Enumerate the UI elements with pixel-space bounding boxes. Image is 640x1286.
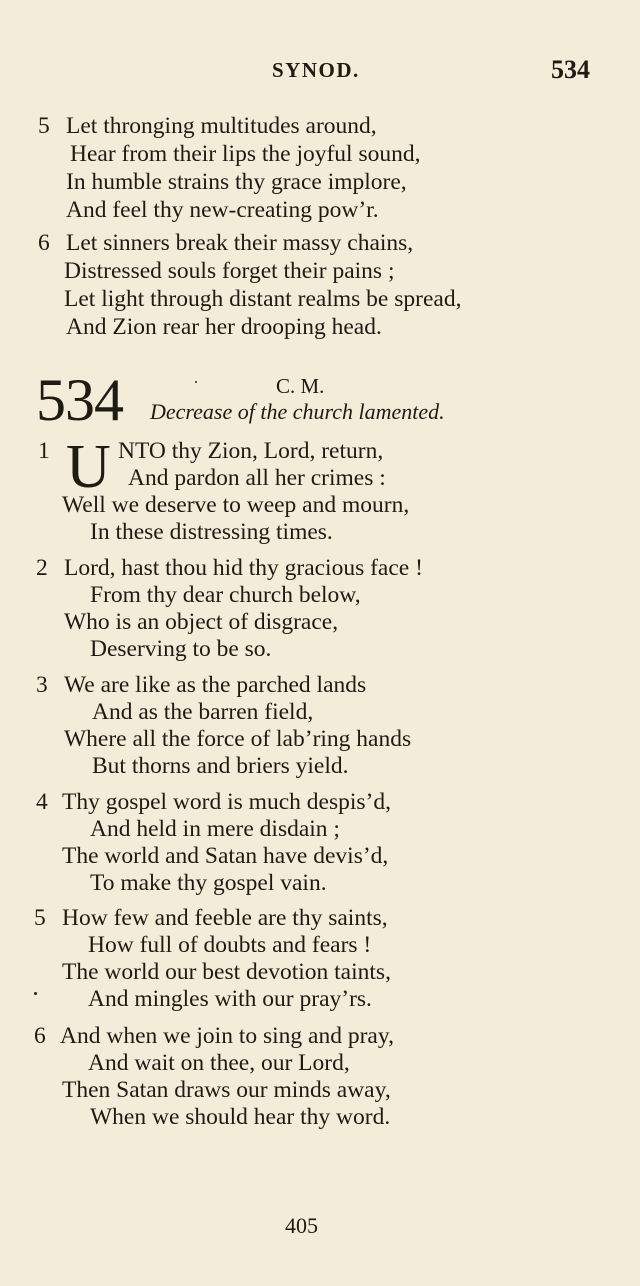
verse-line: In these distressing times.: [90, 519, 333, 545]
stanza-number: 5: [38, 113, 50, 139]
hymn-subject: Decrease of the church lamented.: [150, 399, 445, 424]
ink-speck: [195, 381, 197, 383]
verse-line: How few and feeble are thy saints,: [62, 905, 388, 931]
hymn-heading: [0, 367, 640, 433]
running-head-hymn-number: 534: [551, 55, 590, 84]
drop-cap: U: [66, 433, 111, 501]
verse-line: And wait on thee, our Lord,: [88, 1050, 350, 1076]
verse-line: We are like as the parched lands: [64, 672, 367, 698]
verse-line: And held in mere disdain ;: [90, 816, 340, 842]
verse-line: And pardon all her crimes :: [128, 465, 386, 491]
running-head: [0, 55, 640, 88]
verse-line: Thy gospel word is much despis’d,: [62, 789, 391, 815]
verse-line: Deserving to be so.: [90, 636, 272, 662]
stanza-number: 5: [34, 905, 46, 931]
verse-line: And mingles with our pray’rs.: [88, 986, 372, 1012]
verse-line: Let sinners break their massy chains,: [66, 230, 414, 256]
verse-line: And feel thy new-creating pow’r.: [66, 197, 379, 223]
verse-line: And when we join to sing and pray,: [60, 1023, 394, 1049]
verse-line: From thy dear church below,: [90, 582, 361, 608]
verse-line: In humble strains thy grace implore,: [66, 169, 407, 195]
stanza-number: 4: [36, 789, 48, 815]
verse-line: Distressed souls forget their pains ;: [64, 258, 395, 284]
verse-line: Let thronging multitudes around,: [66, 113, 377, 139]
stanza-number: 6: [38, 230, 50, 256]
ink-speck: [34, 992, 37, 995]
verse-line: Let light through distant realms be spread,: [64, 286, 462, 312]
hymn-number: 534: [36, 367, 123, 433]
verse-line: Hear from their lips the joyful sound,: [70, 141, 421, 167]
stanza-number: 2: [36, 555, 48, 581]
verse-line: Well we deserve to weep and mourn,: [62, 492, 410, 518]
verse-line: And Zion rear her drooping head.: [66, 314, 382, 340]
verse-line: Who is an object of disgrace,: [64, 609, 339, 635]
verse-line: The world and Satan have devis’d,: [62, 843, 389, 869]
stanza-number: 6: [34, 1023, 46, 1049]
verse-line: NTO thy Zion, Lord, return,: [118, 438, 384, 464]
verse-line: To make thy gospel vain.: [90, 870, 327, 896]
verse-line: Where all the force of lab’ring hands: [64, 726, 412, 752]
verse-line: Then Satan draws our minds away,: [62, 1077, 391, 1103]
stanza-number: 3: [36, 672, 48, 698]
running-head-title: SYNOD.: [272, 58, 360, 82]
verse-line: How full of doubts and fears !: [88, 932, 372, 958]
verse-line: And as the barren field,: [92, 699, 314, 725]
verse-line: The world our best devotion taints,: [62, 959, 391, 985]
verse-line: When we should hear thy word.: [90, 1104, 391, 1130]
hymn-meter: C. M.: [276, 374, 325, 398]
verse-line: But thorns and briers yield.: [92, 753, 349, 779]
page-number: 405: [285, 1213, 318, 1238]
stanza-number: 1: [38, 438, 50, 464]
verse-line: Lord, hast thou hid thy gracious face !: [64, 555, 423, 581]
